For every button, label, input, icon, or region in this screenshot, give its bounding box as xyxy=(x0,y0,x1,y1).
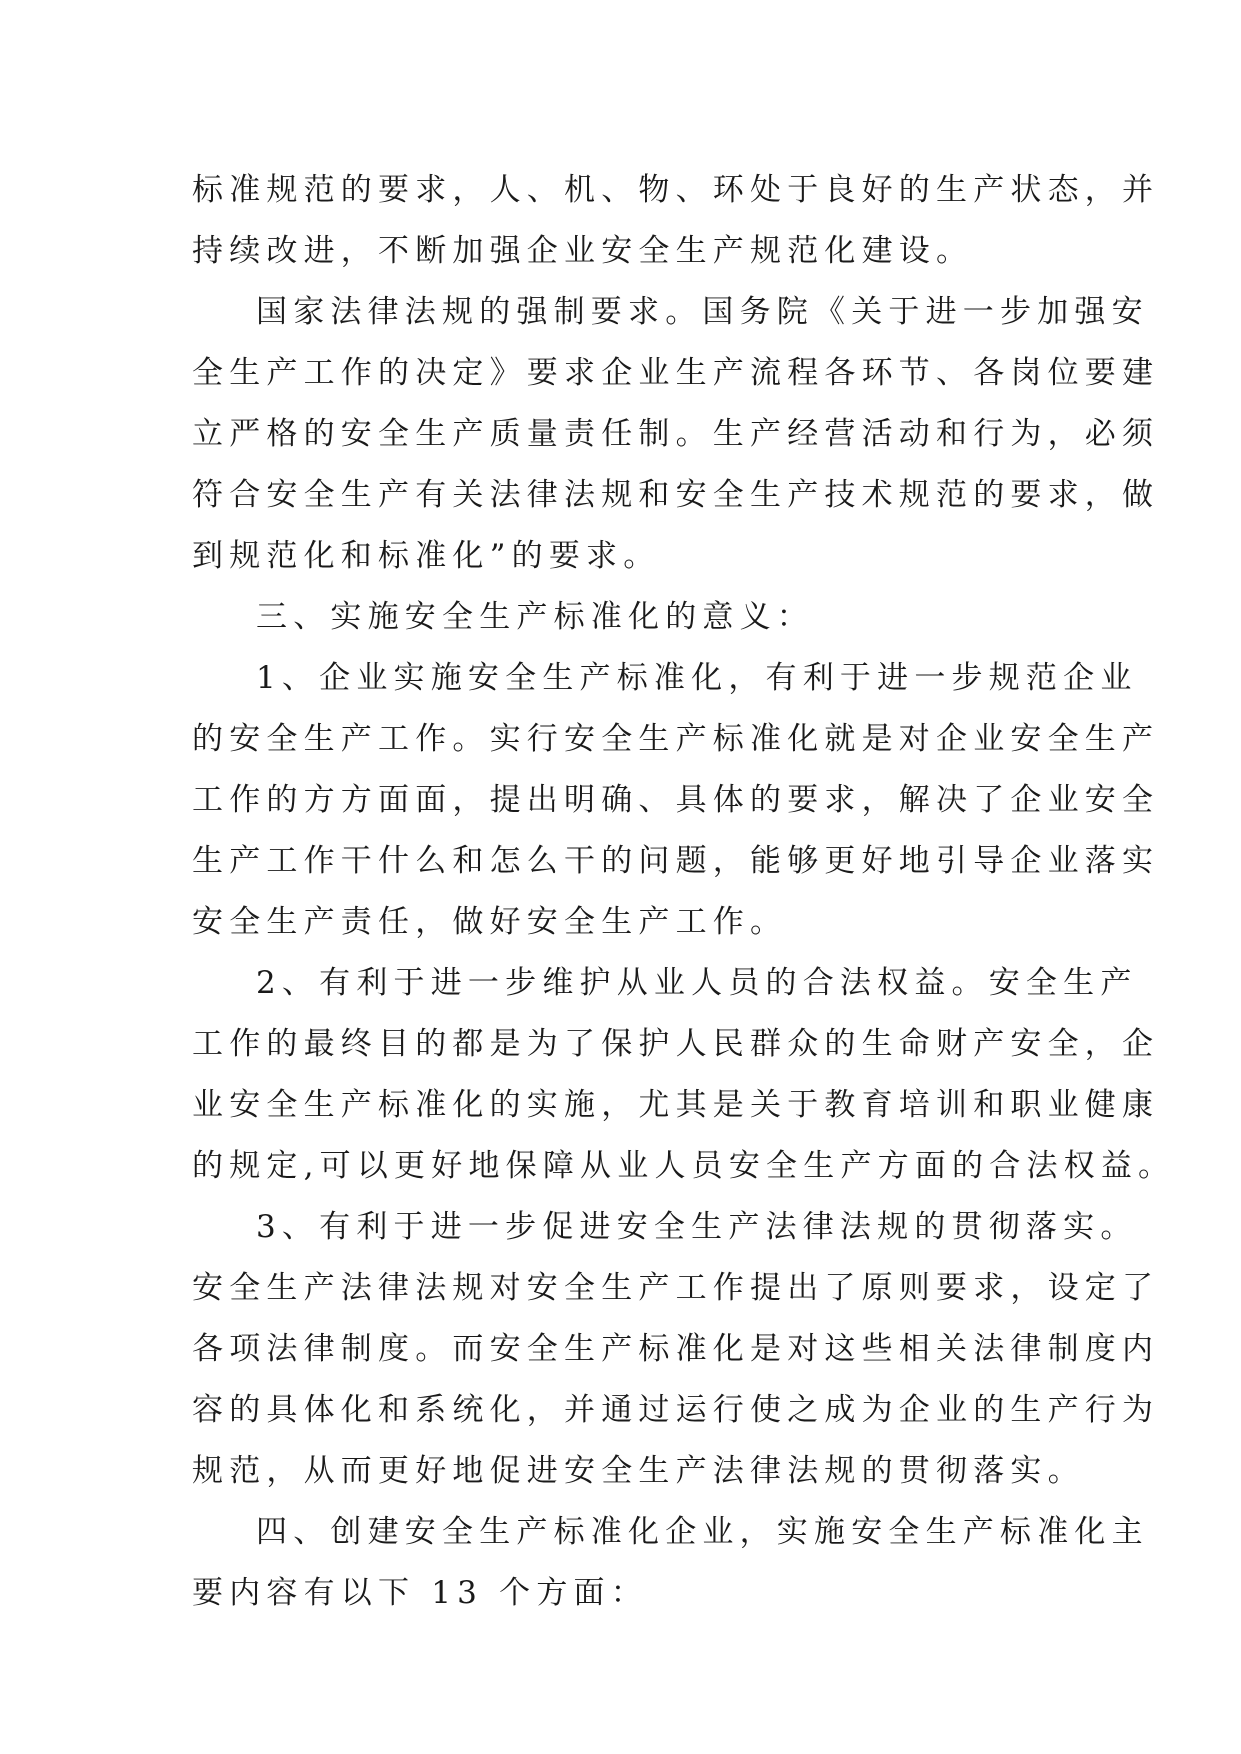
section-heading-4 xyxy=(192,1502,1149,1624)
text-line: 2、有利于进一步维护从业人员的合法权益。安全生产 xyxy=(256,965,1138,1001)
text-line: 立严格的安全生产质量责任制。生产经营活动和行为，必须 xyxy=(192,416,1160,452)
paragraph-item-3 xyxy=(192,1197,1160,1502)
text-line: 全生产工作的决定》要求企业生产流程各环节、各岗位要建 xyxy=(192,355,1160,391)
paragraph-legal-requirements xyxy=(192,282,1160,587)
section-heading-3 xyxy=(192,587,1052,648)
text-line: 到规范化和标准化”的要求。 xyxy=(192,538,661,574)
text-line: 安全生产责任，做好安全生产工作。 xyxy=(192,904,788,940)
text-line: 国家法律法规的强制要求。国务院《关于进一步加强安 xyxy=(256,294,1149,330)
paragraph-item-1 xyxy=(192,648,1160,953)
text-line: 工作的方方面面，提出明确、具体的要求，解决了企业安全 xyxy=(192,782,1160,818)
text-line: 的规定,可以更好地保障从业人员安全生产方面的合法权益。 xyxy=(192,1148,1176,1184)
text-line: 四、创建安全生产标准化企业，实施安全生产标准化主 xyxy=(256,1514,1149,1550)
text-line: 容的具体化和系统化，并通过运行使之成为企业的生产行为 xyxy=(192,1392,1160,1428)
text-line: 三、实施安全生产标准化的意义： xyxy=(256,599,814,635)
document-body xyxy=(192,160,1176,1624)
text-line: 要内容有以下 13 个方面： xyxy=(192,1575,648,1611)
text-line: 符合安全生产有关法律法规和安全生产技术规范的要求，做 xyxy=(192,477,1160,513)
text-line: 3、有利于进一步促进安全生产法律法规的贯彻落实。 xyxy=(256,1209,1138,1245)
text-line: 业安全生产标准化的实施，尤其是关于教育培训和职业健康 xyxy=(192,1087,1160,1123)
text-line: 各项法律制度。而安全生产标准化是对这些相关法律制度内 xyxy=(192,1331,1160,1367)
text-line: 标准规范的要求，人、机、物、环处于良好的生产状态，并 xyxy=(192,172,1160,208)
text-line: 的安全生产工作。实行安全生产标准化就是对企业安全生产 xyxy=(192,721,1160,757)
text-line: 规范，从而更好地促进安全生产法律法规的贯彻落实。 xyxy=(192,1453,1085,1489)
paragraph-continuation xyxy=(192,160,1160,282)
text-line: 1、企业实施安全生产标准化，有利于进一步规范企业 xyxy=(256,660,1138,696)
text-line: 工作的最终目的都是为了保护人民群众的生命财产安全，企 xyxy=(192,1026,1160,1062)
text-line: 安全生产法律法规对安全生产工作提出了原则要求，设定了 xyxy=(192,1270,1160,1306)
text-line: 持续改进，不断加强企业安全生产规范化建设。 xyxy=(192,233,974,269)
paragraph-item-2 xyxy=(192,953,1176,1197)
text-line: 生产工作干什么和怎么干的问题，能够更好地引导企业落实 xyxy=(192,843,1160,879)
